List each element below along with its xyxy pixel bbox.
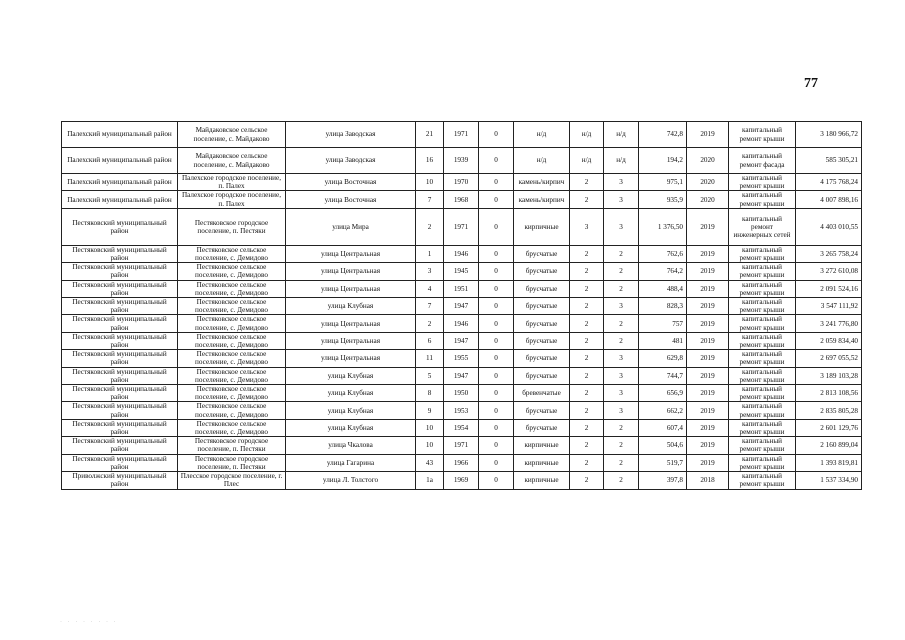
cell-cost: 3 241 776,80 [796, 315, 862, 332]
cell-settlement: Пестяковское сельское поселение, с. Демидово [178, 263, 286, 280]
cell-zero: 0 [479, 148, 514, 174]
cell-street: улица Центральная [286, 315, 416, 332]
cell-street: улица Л. Толстого [286, 472, 416, 489]
table-row [62, 367, 862, 384]
cell-year: 1946 [444, 245, 479, 262]
cell-settlement: Майдаковское сельское поселение, с. Майдаково [178, 148, 286, 174]
cell-district: Пестяковский муниципальный район [62, 350, 178, 367]
cell-walls: кирпичные [514, 472, 570, 489]
cell-zero: 0 [479, 454, 514, 471]
cell-district: Пестяковский муниципальный район [62, 263, 178, 280]
cell-year: 1951 [444, 280, 479, 297]
cell-plan-year: 2020 [687, 148, 729, 174]
cell-cost: 2 091 524,16 [796, 280, 862, 297]
cell-district: Пестяковский муниципальный район [62, 454, 178, 471]
cell-zero: 0 [479, 263, 514, 280]
cell-settlement: Пестяковское сельское поселение, с. Демидово [178, 245, 286, 262]
cell-year: 1968 [444, 191, 479, 208]
cell-year: 1950 [444, 385, 479, 402]
cell-street: улица Гагарина [286, 454, 416, 471]
cell-cost: 1 537 334,90 [796, 472, 862, 489]
housing-repair-table [61, 121, 862, 490]
cell-walls: брусчатые [514, 402, 570, 419]
cell-house: 2 [416, 208, 444, 245]
cell-floors: 2 [570, 385, 604, 402]
cell-cost: 2 697 055,52 [796, 350, 862, 367]
cell-work: капитальный ремонт фасада [729, 148, 796, 174]
cell-district: Пестяковский муниципальный район [62, 332, 178, 349]
cell-work: капитальный ремонт крыши [729, 263, 796, 280]
cell-settlement: Пестяковское сельское поселение, с. Демидово [178, 298, 286, 315]
cell-area: 935,9 [639, 191, 687, 208]
cell-street: улица Мира [286, 208, 416, 245]
cell-area: 764,2 [639, 263, 687, 280]
cell-settlement: Пестяковское городское поселение, п. Пестяки [178, 208, 286, 245]
cell-floors: 2 [570, 454, 604, 471]
cell-house: 10 [416, 174, 444, 191]
cell-floors: 2 [570, 332, 604, 349]
cell-district: Пестяковский муниципальный район [62, 385, 178, 402]
cell-street: улица Центральная [286, 332, 416, 349]
cell-zero: 0 [479, 437, 514, 454]
cell-area: 662,2 [639, 402, 687, 419]
cell-year: 1971 [444, 437, 479, 454]
cell-house: 9 [416, 402, 444, 419]
cell-zero: 0 [479, 174, 514, 191]
cell-house: 43 [416, 454, 444, 471]
cell-work: капитальный ремонт крыши [729, 419, 796, 436]
cell-district: Приволжский муниципальный район [62, 472, 178, 489]
table-row [62, 350, 862, 367]
cell-area: 481 [639, 332, 687, 349]
cell-plan-year: 2019 [687, 263, 729, 280]
cell-settlement: Пестяковское сельское поселение, с. Демидово [178, 402, 286, 419]
cell-zero: 0 [479, 402, 514, 419]
table-row [62, 245, 862, 262]
cell-work: капитальный ремонт крыши [729, 472, 796, 489]
cell-zero: 0 [479, 385, 514, 402]
cell-district: Палехский муниципальный район [62, 191, 178, 208]
cell-entrances: 2 [604, 454, 639, 471]
cell-cost: 2 835 805,28 [796, 402, 862, 419]
cell-street: улица Клубная [286, 367, 416, 384]
cell-walls: кирпичные [514, 208, 570, 245]
cell-house: 10 [416, 419, 444, 436]
table-row [62, 332, 862, 349]
cell-work: капитальный ремонт крыши [729, 332, 796, 349]
cell-street: улица Центральная [286, 263, 416, 280]
cell-entrances: 3 [604, 385, 639, 402]
cell-walls: брусчатые [514, 419, 570, 436]
cell-district: Пестяковский муниципальный район [62, 245, 178, 262]
table-row [62, 191, 862, 208]
table-row [62, 208, 862, 245]
cell-work: капитальный ремонт крыши [729, 402, 796, 419]
cell-area: 742,8 [639, 122, 687, 148]
cell-plan-year: 2019 [687, 385, 729, 402]
cell-floors: 2 [570, 174, 604, 191]
cell-area: 656,9 [639, 385, 687, 402]
cell-walls: брусчатые [514, 245, 570, 262]
cell-settlement: Пестяковское сельское поселение, с. Демидово [178, 280, 286, 297]
cell-plan-year: 2019 [687, 122, 729, 148]
cell-zero: 0 [479, 472, 514, 489]
cell-year: 1945 [444, 263, 479, 280]
cell-district: Палехский муниципальный район [62, 148, 178, 174]
cell-cost: 3 272 610,08 [796, 263, 862, 280]
cell-street: улица Восточная [286, 174, 416, 191]
cell-plan-year: 2018 [687, 472, 729, 489]
cell-cost: 2 601 129,76 [796, 419, 862, 436]
cell-floors: 2 [570, 191, 604, 208]
table-row [62, 385, 862, 402]
cell-zero: 0 [479, 280, 514, 297]
cell-district: Палехский муниципальный район [62, 122, 178, 148]
cell-house: 1 [416, 245, 444, 262]
cell-walls: н/д [514, 122, 570, 148]
cell-area: 744,7 [639, 367, 687, 384]
cell-plan-year: 2019 [687, 419, 729, 436]
cell-plan-year: 2019 [687, 315, 729, 332]
cell-work: капитальный ремонт крыши [729, 298, 796, 315]
cell-entrances: 2 [604, 437, 639, 454]
cell-floors: 2 [570, 437, 604, 454]
cell-house: 7 [416, 191, 444, 208]
cell-settlement: Пестяковское сельское поселение, с. Демидово [178, 332, 286, 349]
cell-walls: брусчатые [514, 350, 570, 367]
cell-year: 1947 [444, 332, 479, 349]
cell-walls: кирпичные [514, 454, 570, 471]
table-row [62, 454, 862, 471]
cell-floors: 2 [570, 245, 604, 262]
cell-plan-year: 2019 [687, 280, 729, 297]
cell-settlement: Майдаковское сельское поселение, с. Майдаково [178, 122, 286, 148]
cell-street: улица Чкалова [286, 437, 416, 454]
cell-year: 1970 [444, 174, 479, 191]
cell-plan-year: 2019 [687, 245, 729, 262]
cell-plan-year: 2019 [687, 298, 729, 315]
cell-floors: н/д [570, 122, 604, 148]
cell-settlement: Пестяковское сельское поселение, с. Демидово [178, 315, 286, 332]
cell-entrances: 3 [604, 174, 639, 191]
cell-house: 2 [416, 315, 444, 332]
cell-year: 1969 [444, 472, 479, 489]
cell-street: улица Восточная [286, 191, 416, 208]
cell-house: 10 [416, 437, 444, 454]
cell-walls: кирпичные [514, 437, 570, 454]
cell-floors: 2 [570, 419, 604, 436]
cell-zero: 0 [479, 208, 514, 245]
table-row [62, 437, 862, 454]
cell-cost: 2 160 899,04 [796, 437, 862, 454]
cell-settlement: Пестяковское городское поселение, п. Пестяки [178, 454, 286, 471]
cell-settlement: Пестяковское сельское поселение, с. Демидово [178, 385, 286, 402]
cell-entrances: 2 [604, 332, 639, 349]
cell-cost: 3 265 758,24 [796, 245, 862, 262]
cell-area: 1 376,50 [639, 208, 687, 245]
cell-district: Пестяковский муниципальный район [62, 280, 178, 297]
cell-plan-year: 2019 [687, 208, 729, 245]
cell-year: 1971 [444, 208, 479, 245]
cell-cost: 3 189 103,28 [796, 367, 862, 384]
cell-zero: 0 [479, 350, 514, 367]
cell-entrances: 2 [604, 315, 639, 332]
cell-street: улица Клубная [286, 419, 416, 436]
cell-work: капитальный ремонт крыши [729, 280, 796, 297]
cell-zero: 0 [479, 419, 514, 436]
table-row [62, 263, 862, 280]
cell-year: 1947 [444, 367, 479, 384]
cell-area: 488,4 [639, 280, 687, 297]
cell-area: 757 [639, 315, 687, 332]
table-body [62, 122, 862, 490]
cell-work: капитальный ремонт крыши [729, 315, 796, 332]
cell-entrances: 3 [604, 298, 639, 315]
cell-plan-year: 2019 [687, 454, 729, 471]
cell-floors: 3 [570, 208, 604, 245]
cell-entrances: 3 [604, 208, 639, 245]
cell-work: капитальный ремонт крыши [729, 367, 796, 384]
cell-area: 607,4 [639, 419, 687, 436]
cell-plan-year: 2019 [687, 437, 729, 454]
cell-floors: 2 [570, 280, 604, 297]
cell-zero: 0 [479, 245, 514, 262]
cell-district: Пестяковский муниципальный район [62, 437, 178, 454]
cell-settlement: Пестяковское сельское поселение, с. Демидово [178, 367, 286, 384]
cell-work: капитальный ремонт крыши [729, 350, 796, 367]
cell-plan-year: 2020 [687, 174, 729, 191]
cell-walls: брусчатые [514, 332, 570, 349]
cell-settlement: Палехское городское поселение, п. Палех [178, 174, 286, 191]
cell-settlement: Палехское городское поселение, п. Палех [178, 191, 286, 208]
cell-work: капитальный ремонт крыши [729, 191, 796, 208]
cell-plan-year: 2019 [687, 332, 729, 349]
cell-year: 1955 [444, 350, 479, 367]
cell-area: 397,8 [639, 472, 687, 489]
cell-walls: н/д [514, 148, 570, 174]
cell-work: капитальный ремонт крыши [729, 122, 796, 148]
cell-entrances: 2 [604, 280, 639, 297]
cell-settlement: Пестяковское сельское поселение, с. Демидово [178, 419, 286, 436]
cell-entrances: 3 [604, 350, 639, 367]
cell-floors: 2 [570, 472, 604, 489]
cell-house: 1а [416, 472, 444, 489]
cell-year: 1947 [444, 298, 479, 315]
cell-cost: 3 547 111,92 [796, 298, 862, 315]
table-row [62, 472, 862, 489]
cell-street: улица Клубная [286, 298, 416, 315]
cell-house: 8 [416, 385, 444, 402]
cell-zero: 0 [479, 315, 514, 332]
cell-work: капитальный ремонт крыши [729, 174, 796, 191]
table-row [62, 298, 862, 315]
cell-cost: 3 180 966,72 [796, 122, 862, 148]
cell-house: 21 [416, 122, 444, 148]
cell-area: 194,2 [639, 148, 687, 174]
cell-floors: 2 [570, 402, 604, 419]
cell-walls: камень/кирпич [514, 174, 570, 191]
cell-year: 1954 [444, 419, 479, 436]
cell-settlement: Пестяковское городское поселение, п. Пестяки [178, 437, 286, 454]
cell-zero: 0 [479, 367, 514, 384]
table-row [62, 280, 862, 297]
table-row [62, 148, 862, 174]
cell-work: капитальный ремонт крыши [729, 245, 796, 262]
cell-area: 975,1 [639, 174, 687, 191]
cell-area: 519,7 [639, 454, 687, 471]
cell-district: Пестяковский муниципальный район [62, 367, 178, 384]
cell-street: улица Центральная [286, 350, 416, 367]
cell-walls: брусчатые [514, 263, 570, 280]
cell-work: капитальный ремонт крыши [729, 385, 796, 402]
cell-house: 4 [416, 280, 444, 297]
cell-area: 828,3 [639, 298, 687, 315]
cell-house: 7 [416, 298, 444, 315]
cell-walls: бревенчатые [514, 385, 570, 402]
cell-cost: 2 059 834,40 [796, 332, 862, 349]
cell-district: Пестяковский муниципальный район [62, 402, 178, 419]
cell-work: капитальный ремонт инженерных сетей [729, 208, 796, 245]
cell-zero: 0 [479, 191, 514, 208]
table-row [62, 402, 862, 419]
cell-area: 504,6 [639, 437, 687, 454]
cell-entrances: 2 [604, 472, 639, 489]
cell-year: 1946 [444, 315, 479, 332]
cell-work: капитальный ремонт крыши [729, 437, 796, 454]
cell-house: 5 [416, 367, 444, 384]
cell-entrances: 3 [604, 402, 639, 419]
cell-walls: брусчатые [514, 367, 570, 384]
cell-cost: 585 305,21 [796, 148, 862, 174]
table-row [62, 315, 862, 332]
cell-floors: 2 [570, 350, 604, 367]
cell-house: 11 [416, 350, 444, 367]
cell-walls: брусчатые [514, 298, 570, 315]
cell-year: 1966 [444, 454, 479, 471]
cell-plan-year: 2019 [687, 402, 729, 419]
cell-street: улица Клубная [286, 385, 416, 402]
cell-house: 6 [416, 332, 444, 349]
cell-walls: камень/кирпич [514, 191, 570, 208]
cell-cost: 1 393 819,81 [796, 454, 862, 471]
cell-street: улица Центральная [286, 280, 416, 297]
table-row [62, 122, 862, 148]
cell-district: Палехский муниципальный район [62, 174, 178, 191]
cell-street: улица Заводская [286, 122, 416, 148]
cell-house: 3 [416, 263, 444, 280]
cell-street: улица Клубная [286, 402, 416, 419]
cell-settlement: Пестяковское сельское поселение, с. Демидово [178, 350, 286, 367]
cell-zero: 0 [479, 122, 514, 148]
cell-zero: 0 [479, 332, 514, 349]
cell-plan-year: 2019 [687, 350, 729, 367]
cell-work: капитальный ремонт крыши [729, 454, 796, 471]
table-row [62, 419, 862, 436]
cell-district: Пестяковский муниципальный район [62, 419, 178, 436]
cell-street: улица Заводская [286, 148, 416, 174]
cell-entrances: 3 [604, 191, 639, 208]
cell-walls: брусчатые [514, 280, 570, 297]
scan-artifact: · · · · · · · · [60, 619, 118, 625]
cell-cost: 2 813 108,56 [796, 385, 862, 402]
cell-entrances: 2 [604, 263, 639, 280]
cell-entrances: 2 [604, 245, 639, 262]
cell-floors: 2 [570, 263, 604, 280]
cell-district: Пестяковский муниципальный район [62, 315, 178, 332]
cell-area: 762,6 [639, 245, 687, 262]
cell-cost: 4 175 768,24 [796, 174, 862, 191]
cell-plan-year: 2019 [687, 367, 729, 384]
cell-district: Пестяковский муниципальный район [62, 208, 178, 245]
cell-street: улица Центральная [286, 245, 416, 262]
cell-entrances: 3 [604, 367, 639, 384]
cell-year: 1953 [444, 402, 479, 419]
cell-district: Пестяковский муниципальный район [62, 298, 178, 315]
cell-settlement: Плесское городское поселение, г. Плес [178, 472, 286, 489]
cell-year: 1971 [444, 122, 479, 148]
cell-entrances: н/д [604, 148, 639, 174]
cell-zero: 0 [479, 298, 514, 315]
table-row [62, 174, 862, 191]
cell-floors: н/д [570, 148, 604, 174]
cell-cost: 4 007 898,16 [796, 191, 862, 208]
cell-walls: брусчатые [514, 315, 570, 332]
cell-house: 16 [416, 148, 444, 174]
cell-entrances: н/д [604, 122, 639, 148]
cell-floors: 2 [570, 298, 604, 315]
cell-area: 629,8 [639, 350, 687, 367]
page-number: 77 [804, 76, 818, 91]
cell-cost: 4 403 010,55 [796, 208, 862, 245]
cell-floors: 2 [570, 315, 604, 332]
cell-floors: 2 [570, 367, 604, 384]
cell-plan-year: 2020 [687, 191, 729, 208]
cell-entrances: 2 [604, 419, 639, 436]
cell-year: 1939 [444, 148, 479, 174]
